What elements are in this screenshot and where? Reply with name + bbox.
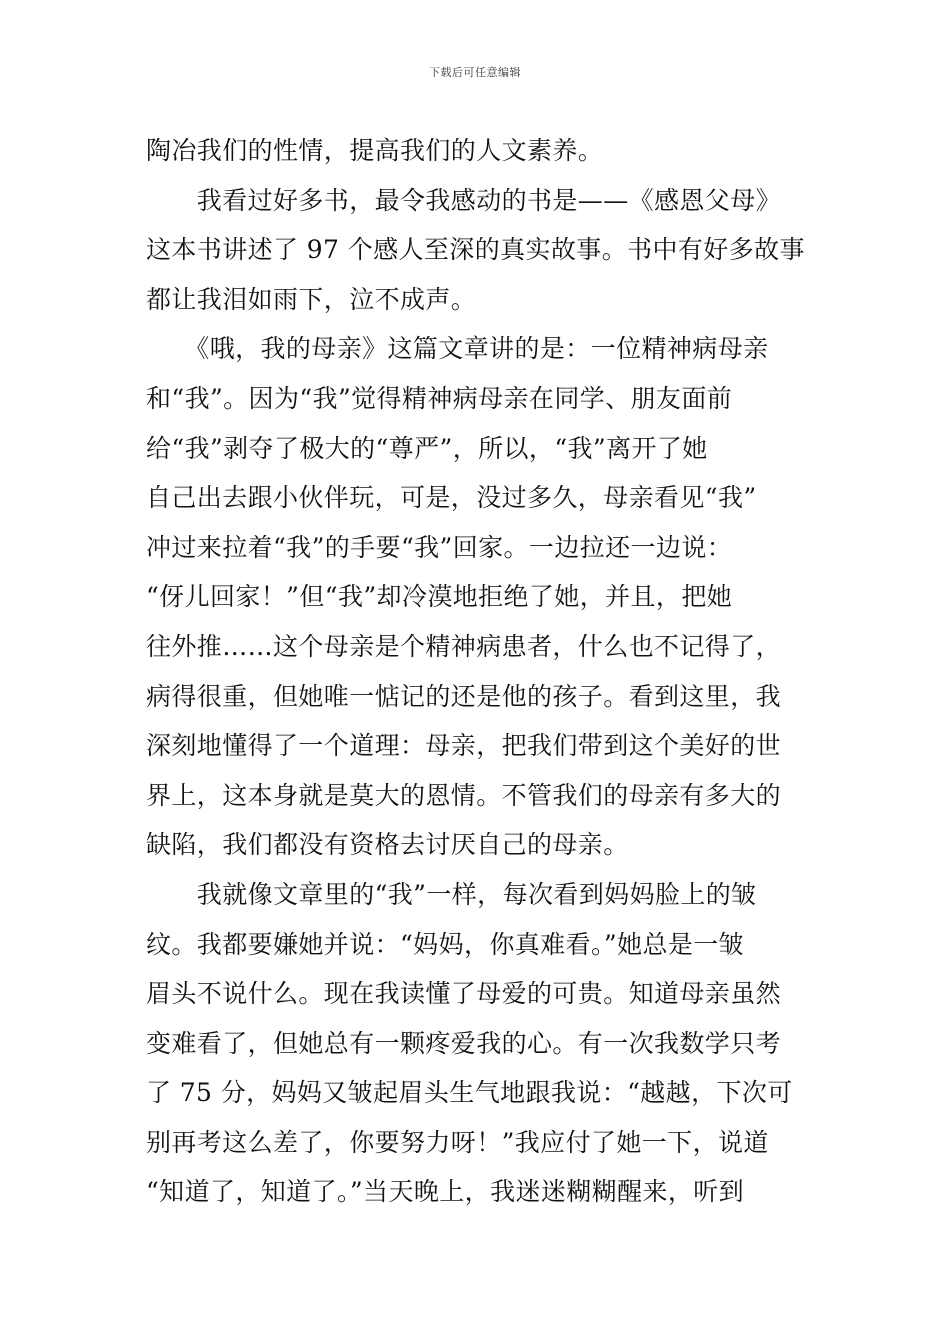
text-line: 往外推……这个母亲是个精神病患者，什么也不记得了，	[146, 631, 782, 661]
text-line: 深刻地懂得了一个道理：母亲，把我们带到这个美好的世	[146, 731, 782, 761]
text-line: 缺陷，我们都没有资格去讨厌自己的母亲。	[146, 830, 629, 860]
text-line: 我就像文章里的“我”一样，每次看到妈妈脸上的皱	[146, 879, 757, 909]
text-line: 别再考这么差了，你要努力呀！”我应付了她一下，说道	[146, 1127, 769, 1157]
text-line: “伢儿回家！”但“我”却冷漠地拒绝了她，并且，把她	[146, 582, 733, 612]
text-line: 这本书讲述了 97 个感人至深的真实故事。书中有好多故事	[146, 235, 805, 265]
body-text	[146, 126, 808, 1217]
text-line: 陶冶我们的性情，提高我们的人文素养。	[146, 136, 604, 165]
text-line: 冲过来拉着“我”的手要“我”回家。一边拉还一边说：	[146, 532, 733, 562]
text-line: 《哦，我的母亲》这篇文章讲的是：一位精神病母亲	[146, 334, 769, 364]
text-line: 纹。我都要嫌她并说：“妈妈，你真难看。”她总是一皱	[146, 929, 745, 959]
text-line: 自己出去跟小伙伴玩，可是，没过多久，母亲看见“我”	[146, 483, 757, 513]
text-line: “知道了，知道了。”当天晚上，我迷迷糊糊醒来，听到	[146, 1177, 745, 1207]
text-line: 给“我”剥夺了极大的“尊严”，所以，“我”离开了她	[146, 433, 708, 463]
text-line: 界上，这本身就是莫大的恩情。不管我们的母亲有多大的	[146, 780, 782, 810]
page-header: 下载后可任意编辑	[429, 66, 521, 79]
text-line: 都让我泪如雨下，泣不成声。	[146, 284, 477, 314]
text-line: 了 75 分，妈妈又皱起眉头生气地跟我说：“越越，下次可	[146, 1078, 793, 1108]
text-line: 和“我”。因为“我”觉得精神病母亲在同学、朋友面前	[146, 383, 733, 413]
text-line: 病得很重，但她唯一惦记的还是他的孩子。看到这里，我	[146, 681, 782, 711]
text-line: 变难看了，但她总有一颗疼爱我的心。有一次我数学只考	[146, 1028, 782, 1058]
text-line: 眉头不说什么。现在我读懂了母爱的可贵。知道母亲虽然	[146, 979, 782, 1009]
text-line: 我看过好多书，最令我感动的书是——《感恩父母》	[146, 185, 782, 215]
